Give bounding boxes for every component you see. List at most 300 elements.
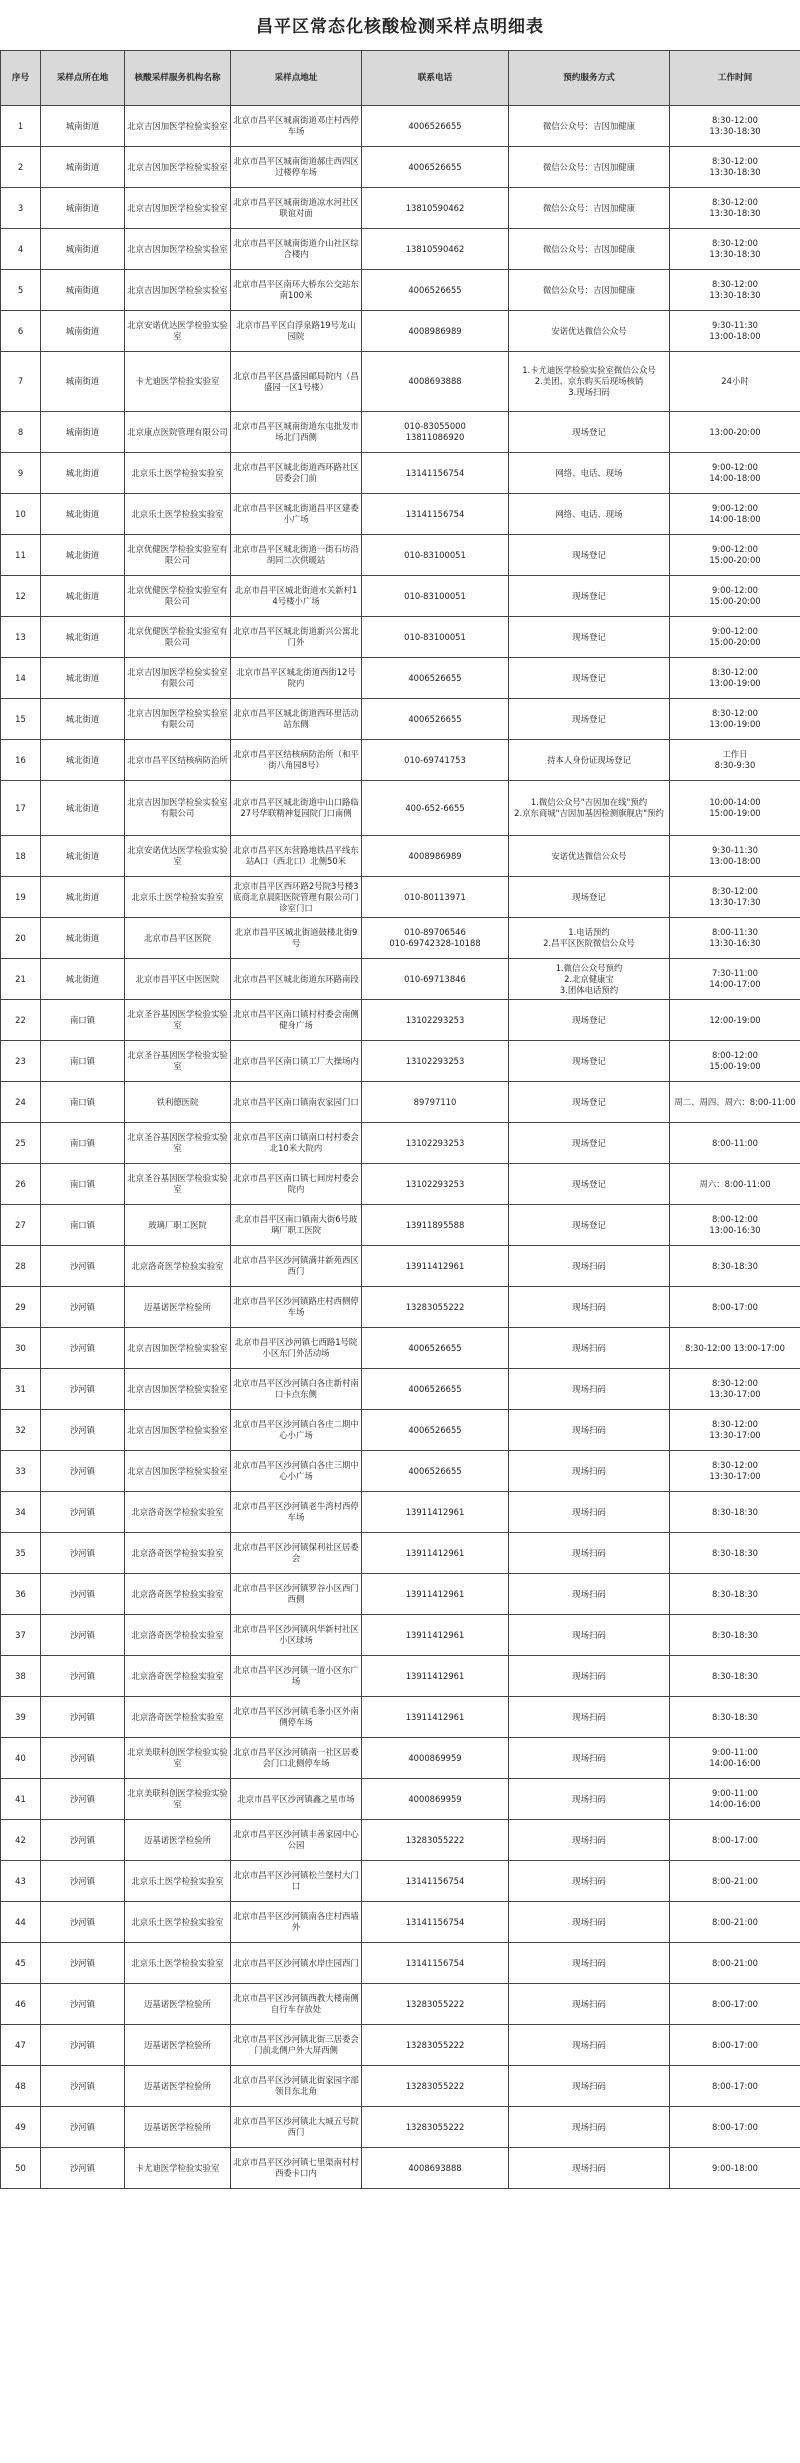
cell-phone: 010-83055000 13811086920 bbox=[362, 412, 509, 453]
cell-area: 沙河镇 bbox=[41, 1656, 125, 1697]
cell-org: 迈基诺医学检验所 bbox=[125, 2107, 231, 2148]
cell-index: 3 bbox=[1, 188, 41, 229]
cell-index: 18 bbox=[1, 836, 41, 877]
cell-hours: 9:00-12:00 14:00-18:00 bbox=[670, 494, 800, 535]
cell-service: 微信公众号：吉因加健康 bbox=[509, 229, 670, 270]
cell-hours: 24小时 bbox=[670, 352, 800, 412]
cell-address: 北京市昌平区沙河镇七里渠南村村西委卡口内 bbox=[231, 2148, 362, 2189]
cell-address: 北京市昌平区沙河镇七西路1号院小区东门外活动场 bbox=[231, 1328, 362, 1369]
cell-service: 现场扫码 bbox=[509, 1328, 670, 1369]
cell-area: 城南街道 bbox=[41, 229, 125, 270]
cell-area: 沙河镇 bbox=[41, 1574, 125, 1615]
cell-address: 北京市昌平区西环路2号院3号楼3底商北京晨阳医院管理有限公司门诊室门口 bbox=[231, 877, 362, 918]
cell-service: 现场扫码 bbox=[509, 1574, 670, 1615]
cell-hours: 12:00-19:00 bbox=[670, 1000, 800, 1041]
cell-hours: 8:30-12:00 13:30-17:00 bbox=[670, 1410, 800, 1451]
cell-address: 北京市昌平区沙河镇白各庄三期中心小广场 bbox=[231, 1451, 362, 1492]
header-hours: 工作时间 bbox=[670, 51, 800, 106]
cell-address: 北京市昌平区沙河镇鑫之星市场 bbox=[231, 1779, 362, 1820]
table-row bbox=[1, 617, 800, 658]
cell-service: 现场登记 bbox=[509, 1205, 670, 1246]
cell-org: 迈基诺医学检验所 bbox=[125, 1287, 231, 1328]
cell-area: 城北街道 bbox=[41, 494, 125, 535]
table-row bbox=[1, 1000, 800, 1041]
cell-address: 北京市昌平区沙河镇水岸庄园西门 bbox=[231, 1943, 362, 1984]
cell-service: 现场登记 bbox=[509, 576, 670, 617]
table-row bbox=[1, 412, 800, 453]
cell-org: 北京美联科创医学检验实验室 bbox=[125, 1738, 231, 1779]
cell-phone: 4008986989 bbox=[362, 836, 509, 877]
cell-phone: 010-83100051 bbox=[362, 617, 509, 658]
cell-area: 沙河镇 bbox=[41, 1287, 125, 1328]
cell-index: 48 bbox=[1, 2066, 41, 2107]
cell-org: 迈基诺医学检验所 bbox=[125, 1984, 231, 2025]
cell-phone: 13810590462 bbox=[362, 229, 509, 270]
cell-index: 40 bbox=[1, 1738, 41, 1779]
cell-hours: 8:30-12:00 13:00-19:00 bbox=[670, 658, 800, 699]
cell-phone: 13102293253 bbox=[362, 1164, 509, 1205]
cell-area: 南口镇 bbox=[41, 1205, 125, 1246]
cell-area: 城北街道 bbox=[41, 699, 125, 740]
cell-area: 沙河镇 bbox=[41, 2148, 125, 2189]
table-header-row bbox=[1, 51, 800, 106]
cell-org: 北京吉因加医学检验实验室 bbox=[125, 188, 231, 229]
cell-phone: 4008693888 bbox=[362, 2148, 509, 2189]
cell-phone: 13141156754 bbox=[362, 453, 509, 494]
cell-phone: 010-69741753 bbox=[362, 740, 509, 781]
cell-phone: 13911412961 bbox=[362, 1574, 509, 1615]
table-row bbox=[1, 1492, 800, 1533]
cell-area: 沙河镇 bbox=[41, 1369, 125, 1410]
cell-area: 沙河镇 bbox=[41, 1328, 125, 1369]
cell-org: 卡尤迪医学检验实验室 bbox=[125, 2148, 231, 2189]
cell-service: 现场扫码 bbox=[509, 1984, 670, 2025]
cell-index: 24 bbox=[1, 1082, 41, 1123]
cell-org: 卡尤迪医学检验实验室 bbox=[125, 352, 231, 412]
cell-area: 沙河镇 bbox=[41, 1902, 125, 1943]
cell-phone: 13283055222 bbox=[362, 1984, 509, 2025]
cell-index: 4 bbox=[1, 229, 41, 270]
cell-service: 现场扫码 bbox=[509, 1533, 670, 1574]
cell-area: 城北街道 bbox=[41, 453, 125, 494]
cell-index: 25 bbox=[1, 1123, 41, 1164]
table-row bbox=[1, 2107, 800, 2148]
cell-phone: 13283055222 bbox=[362, 1287, 509, 1328]
cell-address: 北京市昌平区南口镇七间房村委会院内 bbox=[231, 1164, 362, 1205]
cell-service: 现场登记 bbox=[509, 1041, 670, 1082]
cell-service: 1.微信公众号"吉因加在线"预约 2.京东商城"吉因加基因检测旗舰店"预约 bbox=[509, 781, 670, 836]
cell-service: 现场登记 bbox=[509, 617, 670, 658]
cell-hours: 8:00-21:00 bbox=[670, 1943, 800, 1984]
cell-phone: 13283055222 bbox=[362, 2066, 509, 2107]
cell-index: 35 bbox=[1, 1533, 41, 1574]
cell-hours: 8:30-18:30 bbox=[670, 1246, 800, 1287]
cell-area: 沙河镇 bbox=[41, 1820, 125, 1861]
cell-address: 北京市昌平区沙河镇巩华新村社区小区球场 bbox=[231, 1615, 362, 1656]
cell-hours: 8:30-18:30 bbox=[670, 1574, 800, 1615]
cell-service: 现场扫码 bbox=[509, 2107, 670, 2148]
cell-org: 迈基诺医学检验所 bbox=[125, 2066, 231, 2107]
cell-phone: 4006526655 bbox=[362, 658, 509, 699]
cell-org: 北京圣谷基因医学检验实验室 bbox=[125, 1041, 231, 1082]
cell-address: 北京市昌平区沙河镇松兰堡村大门口 bbox=[231, 1861, 362, 1902]
cell-area: 沙河镇 bbox=[41, 1246, 125, 1287]
table-row bbox=[1, 1902, 800, 1943]
cell-service: 微信公众号：吉因加健康 bbox=[509, 188, 670, 229]
cell-address: 北京市昌平区沙河镇路庄村西侧停车场 bbox=[231, 1287, 362, 1328]
cell-service: 现场扫码 bbox=[509, 1738, 670, 1779]
cell-phone: 010-83100051 bbox=[362, 535, 509, 576]
cell-phone: 13911412961 bbox=[362, 1697, 509, 1738]
cell-org: 北京美联科创医学检验实验室 bbox=[125, 1779, 231, 1820]
cell-index: 20 bbox=[1, 918, 41, 959]
cell-org: 北京市昌平区结核病防治所 bbox=[125, 740, 231, 781]
cell-phone: 13283055222 bbox=[362, 1820, 509, 1861]
cell-index: 30 bbox=[1, 1328, 41, 1369]
cell-address: 北京市昌平区沙河镇南一社区居委会门口北侧停车场 bbox=[231, 1738, 362, 1779]
cell-hours: 周二、周四、周六：8:00-11:00 bbox=[670, 1082, 800, 1123]
cell-service: 安诺优达微信公众号 bbox=[509, 836, 670, 877]
cell-area: 沙河镇 bbox=[41, 1410, 125, 1451]
header-phone: 联系电话 bbox=[362, 51, 509, 106]
table-row bbox=[1, 1082, 800, 1123]
cell-phone: 13141156754 bbox=[362, 1861, 509, 1902]
cell-service: 现场登记 bbox=[509, 1164, 670, 1205]
cell-area: 沙河镇 bbox=[41, 2066, 125, 2107]
table-row bbox=[1, 1041, 800, 1082]
cell-index: 15 bbox=[1, 699, 41, 740]
cell-index: 7 bbox=[1, 352, 41, 412]
table-row bbox=[1, 1738, 800, 1779]
cell-area: 城北街道 bbox=[41, 836, 125, 877]
cell-address: 北京市昌平区城北街道东环路南段 bbox=[231, 959, 362, 1000]
cell-hours: 8:30-12:00 13:30-18:30 bbox=[670, 147, 800, 188]
cell-phone: 13141156754 bbox=[362, 494, 509, 535]
cell-area: 沙河镇 bbox=[41, 1451, 125, 1492]
cell-address: 北京市昌平区城北街道鼓楼北街9号 bbox=[231, 918, 362, 959]
cell-service: 1.电话预约 2.昌平区医院微信公众号 bbox=[509, 918, 670, 959]
cell-index: 39 bbox=[1, 1697, 41, 1738]
cell-index: 22 bbox=[1, 1000, 41, 1041]
cell-address: 北京市昌平区沙河镇毛条小区外南侧停车场 bbox=[231, 1697, 362, 1738]
cell-area: 沙河镇 bbox=[41, 1697, 125, 1738]
cell-index: 34 bbox=[1, 1492, 41, 1533]
cell-address: 北京市昌平区城北街道一街石坊沿胡同二次供暖站 bbox=[231, 535, 362, 576]
cell-service: 安诺优达微信公众号 bbox=[509, 311, 670, 352]
cell-address: 北京市昌平区沙河镇满井新苑西区西门 bbox=[231, 1246, 362, 1287]
cell-index: 49 bbox=[1, 2107, 41, 2148]
cell-phone: 4008693888 bbox=[362, 352, 509, 412]
cell-phone: 4000869959 bbox=[362, 1779, 509, 1820]
cell-service: 现场扫码 bbox=[509, 1902, 670, 1943]
header-index: 序号 bbox=[1, 51, 41, 106]
table-row bbox=[1, 1615, 800, 1656]
cell-index: 1 bbox=[1, 106, 41, 147]
cell-org: 北京吉因加医学检验实验室 bbox=[125, 1328, 231, 1369]
cell-hours: 8:00-17:00 bbox=[670, 1287, 800, 1328]
cell-index: 43 bbox=[1, 1861, 41, 1902]
cell-org: 北京洛奇医学检验实验室 bbox=[125, 1574, 231, 1615]
cell-index: 50 bbox=[1, 2148, 41, 2189]
cell-org: 北京洛奇医学检验实验室 bbox=[125, 1246, 231, 1287]
cell-index: 12 bbox=[1, 576, 41, 617]
cell-index: 44 bbox=[1, 1902, 41, 1943]
cell-address: 北京市昌平区沙河镇老牛湾村西停车场 bbox=[231, 1492, 362, 1533]
cell-phone: 89797110 bbox=[362, 1082, 509, 1123]
cell-org: 北京吉因加医学检验实验室有限公司 bbox=[125, 781, 231, 836]
cell-index: 6 bbox=[1, 311, 41, 352]
page-title: 昌平区常态化核酸检测采样点明细表 bbox=[256, 17, 544, 37]
cell-hours: 8:30-12:00 13:00-17:00 bbox=[670, 1328, 800, 1369]
cell-address: 北京市昌平区沙河镇白各庄新村南口卡点东侧 bbox=[231, 1369, 362, 1410]
table-row bbox=[1, 1287, 800, 1328]
cell-area: 城北街道 bbox=[41, 617, 125, 658]
cell-service: 现场登记 bbox=[509, 877, 670, 918]
cell-index: 10 bbox=[1, 494, 41, 535]
cell-org: 北京吉因加医学检验实验室 bbox=[125, 1369, 231, 1410]
cell-hours: 8:30-12:00 13:30-18:30 bbox=[670, 106, 800, 147]
cell-phone: 13911412961 bbox=[362, 1533, 509, 1574]
cell-phone: 13283055222 bbox=[362, 2107, 509, 2148]
cell-service: 现场扫码 bbox=[509, 1697, 670, 1738]
cell-hours: 9:00-12:00 15:00-20:00 bbox=[670, 617, 800, 658]
cell-area: 城南街道 bbox=[41, 147, 125, 188]
cell-org: 北京圣谷基因医学检验实验室 bbox=[125, 1164, 231, 1205]
cell-service: 现场登记 bbox=[509, 699, 670, 740]
cell-hours: 8:30-12:00 13:30-18:30 bbox=[670, 229, 800, 270]
sampling-sites-table bbox=[0, 50, 800, 2189]
cell-service: 1.微信公众号预约 2.北京健康宝 3.团体电话预约 bbox=[509, 959, 670, 1000]
cell-service: 现场扫码 bbox=[509, 1779, 670, 1820]
table-row bbox=[1, 1451, 800, 1492]
table-row bbox=[1, 1697, 800, 1738]
cell-phone: 4006526655 bbox=[362, 106, 509, 147]
cell-address: 北京市昌平区沙河镇北大城五号院西门 bbox=[231, 2107, 362, 2148]
cell-hours: 8:30-18:30 bbox=[670, 1697, 800, 1738]
cell-phone: 4006526655 bbox=[362, 1410, 509, 1451]
header-service: 预约服务方式 bbox=[509, 51, 670, 106]
cell-org: 北京优健医学检验实验室有限公司 bbox=[125, 576, 231, 617]
cell-index: 32 bbox=[1, 1410, 41, 1451]
cell-index: 26 bbox=[1, 1164, 41, 1205]
cell-service: 现场扫码 bbox=[509, 1287, 670, 1328]
cell-phone: 13141156754 bbox=[362, 1902, 509, 1943]
table-row bbox=[1, 453, 800, 494]
cell-org: 北京吉因加医学检验实验室有限公司 bbox=[125, 699, 231, 740]
cell-area: 沙河镇 bbox=[41, 1615, 125, 1656]
cell-org: 北京洛奇医学检验实验室 bbox=[125, 1615, 231, 1656]
cell-index: 17 bbox=[1, 781, 41, 836]
cell-service: 现场扫码 bbox=[509, 1861, 670, 1902]
cell-hours: 9:30-11:30 13:00-18:00 bbox=[670, 311, 800, 352]
table-row bbox=[1, 2148, 800, 2189]
cell-service: 现场扫码 bbox=[509, 1615, 670, 1656]
table-row bbox=[1, 1820, 800, 1861]
cell-service: 微信公众号：吉因加健康 bbox=[509, 147, 670, 188]
cell-address: 北京市昌平区城南街道邓庄村西停车场 bbox=[231, 106, 362, 147]
cell-address: 北京市昌平区城南街道东屯批发市场北门西侧 bbox=[231, 412, 362, 453]
cell-address: 北京市昌平区结核病防治所（和平街八角园8号） bbox=[231, 740, 362, 781]
cell-phone: 4006526655 bbox=[362, 1328, 509, 1369]
cell-index: 45 bbox=[1, 1943, 41, 1984]
cell-org: 北京市昌平区中医医院 bbox=[125, 959, 231, 1000]
cell-phone: 4006526655 bbox=[362, 1451, 509, 1492]
table-row bbox=[1, 576, 800, 617]
cell-address: 北京市昌平区南口镇南口村村委会北10米大院内 bbox=[231, 1123, 362, 1164]
cell-service: 现场登记 bbox=[509, 535, 670, 576]
cell-service: 现场扫码 bbox=[509, 1656, 670, 1697]
cell-area: 沙河镇 bbox=[41, 1943, 125, 1984]
cell-org: 北京乐土医学检验实验室 bbox=[125, 1861, 231, 1902]
table-row bbox=[1, 658, 800, 699]
cell-org: 北京安诺优达医学检验实验室 bbox=[125, 836, 231, 877]
cell-org: 北京吉因加医学检验实验室 bbox=[125, 106, 231, 147]
cell-address: 北京市昌平区城北街道中山口路临27号华联精神复园院门口南侧 bbox=[231, 781, 362, 836]
cell-address: 北京市昌平区城南街道介山社区综合楼内 bbox=[231, 229, 362, 270]
cell-index: 46 bbox=[1, 1984, 41, 2025]
cell-hours: 8:00-17:00 bbox=[670, 1984, 800, 2025]
cell-org: 北京优健医学检验实验室有限公司 bbox=[125, 617, 231, 658]
table-row bbox=[1, 188, 800, 229]
header-area: 采样点所在地 bbox=[41, 51, 125, 106]
cell-service: 现场扫码 bbox=[509, 1246, 670, 1287]
table-row bbox=[1, 2025, 800, 2066]
table-row bbox=[1, 229, 800, 270]
cell-service: 现场扫码 bbox=[509, 1410, 670, 1451]
cell-org: 北京乐土医学检验实验室 bbox=[125, 877, 231, 918]
cell-hours: 8:30-12:00 13:30-17:30 bbox=[670, 877, 800, 918]
cell-hours: 8:30-12:00 13:00-19:00 bbox=[670, 699, 800, 740]
cell-service: 现场扫码 bbox=[509, 1820, 670, 1861]
cell-address: 北京市昌平区沙河镇北街家园字部领目东北角 bbox=[231, 2066, 362, 2107]
cell-service: 现场扫码 bbox=[509, 2148, 670, 2189]
cell-service: 现场登记 bbox=[509, 1000, 670, 1041]
cell-phone: 13911412961 bbox=[362, 1246, 509, 1287]
cell-hours: 8:30-12:00 13:30-18:30 bbox=[670, 270, 800, 311]
cell-index: 5 bbox=[1, 270, 41, 311]
table-row bbox=[1, 2066, 800, 2107]
cell-hours: 8:30-18:30 bbox=[670, 1533, 800, 1574]
cell-area: 南口镇 bbox=[41, 1082, 125, 1123]
cell-hours: 8:00-17:00 bbox=[670, 2107, 800, 2148]
cell-area: 沙河镇 bbox=[41, 1533, 125, 1574]
table-row bbox=[1, 918, 800, 959]
cell-phone: 13911412961 bbox=[362, 1615, 509, 1656]
cell-index: 9 bbox=[1, 453, 41, 494]
cell-org: 北京乐土医学检验实验室 bbox=[125, 1902, 231, 1943]
cell-phone: 13102293253 bbox=[362, 1000, 509, 1041]
cell-phone: 010-80113971 bbox=[362, 877, 509, 918]
table-row bbox=[1, 311, 800, 352]
cell-address: 北京市昌平区南环大桥东公交站东南100米 bbox=[231, 270, 362, 311]
cell-index: 29 bbox=[1, 1287, 41, 1328]
table-row bbox=[1, 1984, 800, 2025]
cell-hours: 9:00-11:00 14:00-16:00 bbox=[670, 1738, 800, 1779]
cell-phone: 010-83100051 bbox=[362, 576, 509, 617]
cell-area: 城北街道 bbox=[41, 740, 125, 781]
cell-address: 北京市昌平区沙河镇一道小区东广场 bbox=[231, 1656, 362, 1697]
cell-hours: 工作日 8:30-9:30 bbox=[670, 740, 800, 781]
cell-area: 城南街道 bbox=[41, 188, 125, 229]
cell-address: 北京市昌平区沙河镇西教大楼南侧自行车存放处 bbox=[231, 1984, 362, 2025]
cell-hours: 8:30-18:30 bbox=[670, 1492, 800, 1533]
cell-service: 现场登记 bbox=[509, 412, 670, 453]
cell-address: 北京市昌平区城南街道凉水河社区联谊对面 bbox=[231, 188, 362, 229]
cell-service: 持本人身份证现场登记 bbox=[509, 740, 670, 781]
cell-service: 现场扫码 bbox=[509, 1492, 670, 1533]
cell-org: 北京吉因加医学检验实验室 bbox=[125, 229, 231, 270]
cell-area: 城北街道 bbox=[41, 535, 125, 576]
cell-hours: 9:00-18:00 bbox=[670, 2148, 800, 2189]
cell-service: 现场扫码 bbox=[509, 1369, 670, 1410]
cell-index: 42 bbox=[1, 1820, 41, 1861]
cell-org: 北京优健医学检验实验室有限公司 bbox=[125, 535, 231, 576]
cell-service: 现场扫码 bbox=[509, 2066, 670, 2107]
cell-hours: 8:00-17:00 bbox=[670, 1820, 800, 1861]
cell-phone: 010-69713846 bbox=[362, 959, 509, 1000]
cell-area: 城北街道 bbox=[41, 781, 125, 836]
cell-phone: 4006526655 bbox=[362, 1369, 509, 1410]
cell-hours: 8:00-12:00 13:00-16:30 bbox=[670, 1205, 800, 1246]
cell-service: 网络、电话、现场 bbox=[509, 494, 670, 535]
cell-address: 北京市昌平区城北街道水关新村14号楼小广场 bbox=[231, 576, 362, 617]
cell-org: 北京安诺优达医学检验实验室 bbox=[125, 311, 231, 352]
cell-org: 北京洛奇医学检验实验室 bbox=[125, 1697, 231, 1738]
cell-address: 北京市昌平区城南街道郝庄西四区过楼停车场 bbox=[231, 147, 362, 188]
cell-index: 11 bbox=[1, 535, 41, 576]
cell-hours: 9:00-12:00 14:00-18:00 bbox=[670, 453, 800, 494]
cell-index: 33 bbox=[1, 1451, 41, 1492]
table-row bbox=[1, 1164, 800, 1205]
cell-org: 北京吉因加医学检验实验室 bbox=[125, 1451, 231, 1492]
cell-phone: 13911895588 bbox=[362, 1205, 509, 1246]
cell-area: 沙河镇 bbox=[41, 1984, 125, 2025]
cell-hours: 8:00-21:00 bbox=[670, 1861, 800, 1902]
cell-area: 南口镇 bbox=[41, 1123, 125, 1164]
cell-area: 城南街道 bbox=[41, 412, 125, 453]
cell-hours: 9:00-12:00 15:00-20:00 bbox=[670, 576, 800, 617]
cell-hours: 8:30-12:00 13:30-17:00 bbox=[670, 1451, 800, 1492]
cell-index: 27 bbox=[1, 1205, 41, 1246]
cell-index: 21 bbox=[1, 959, 41, 1000]
cell-index: 38 bbox=[1, 1656, 41, 1697]
cell-hours: 8:00-12:00 15:00-19:00 bbox=[670, 1041, 800, 1082]
cell-phone: 13911412961 bbox=[362, 1492, 509, 1533]
cell-address: 北京市昌平区南口镇村村委会南侧健身广场 bbox=[231, 1000, 362, 1041]
table-row bbox=[1, 1861, 800, 1902]
table-row bbox=[1, 494, 800, 535]
cell-index: 2 bbox=[1, 147, 41, 188]
cell-index: 13 bbox=[1, 617, 41, 658]
cell-org: 北京乐土医学检验实验室 bbox=[125, 1943, 231, 1984]
cell-address: 北京市昌平区昌盛园邮局院内（昌盛园一区1号楼） bbox=[231, 352, 362, 412]
cell-service: 现场扫码 bbox=[509, 1943, 670, 1984]
cell-area: 城北街道 bbox=[41, 959, 125, 1000]
cell-address: 北京市昌平区城北街道西环路社区居委会门前 bbox=[231, 453, 362, 494]
cell-index: 47 bbox=[1, 2025, 41, 2066]
table-body bbox=[1, 106, 800, 2189]
cell-org: 北京洛奇医学检验实验室 bbox=[125, 1656, 231, 1697]
cell-service: 微信公众号：吉因加健康 bbox=[509, 270, 670, 311]
cell-index: 31 bbox=[1, 1369, 41, 1410]
cell-phone: 4006526655 bbox=[362, 699, 509, 740]
cell-service: 现场扫码 bbox=[509, 1451, 670, 1492]
table-row bbox=[1, 1410, 800, 1451]
cell-area: 沙河镇 bbox=[41, 1861, 125, 1902]
cell-hours: 8:00-17:00 bbox=[670, 2066, 800, 2107]
cell-address: 北京市昌平区南口镇南大街6号玻璃厂职工医院 bbox=[231, 1205, 362, 1246]
cell-hours: 10:00-14:00 15:00-19:00 bbox=[670, 781, 800, 836]
